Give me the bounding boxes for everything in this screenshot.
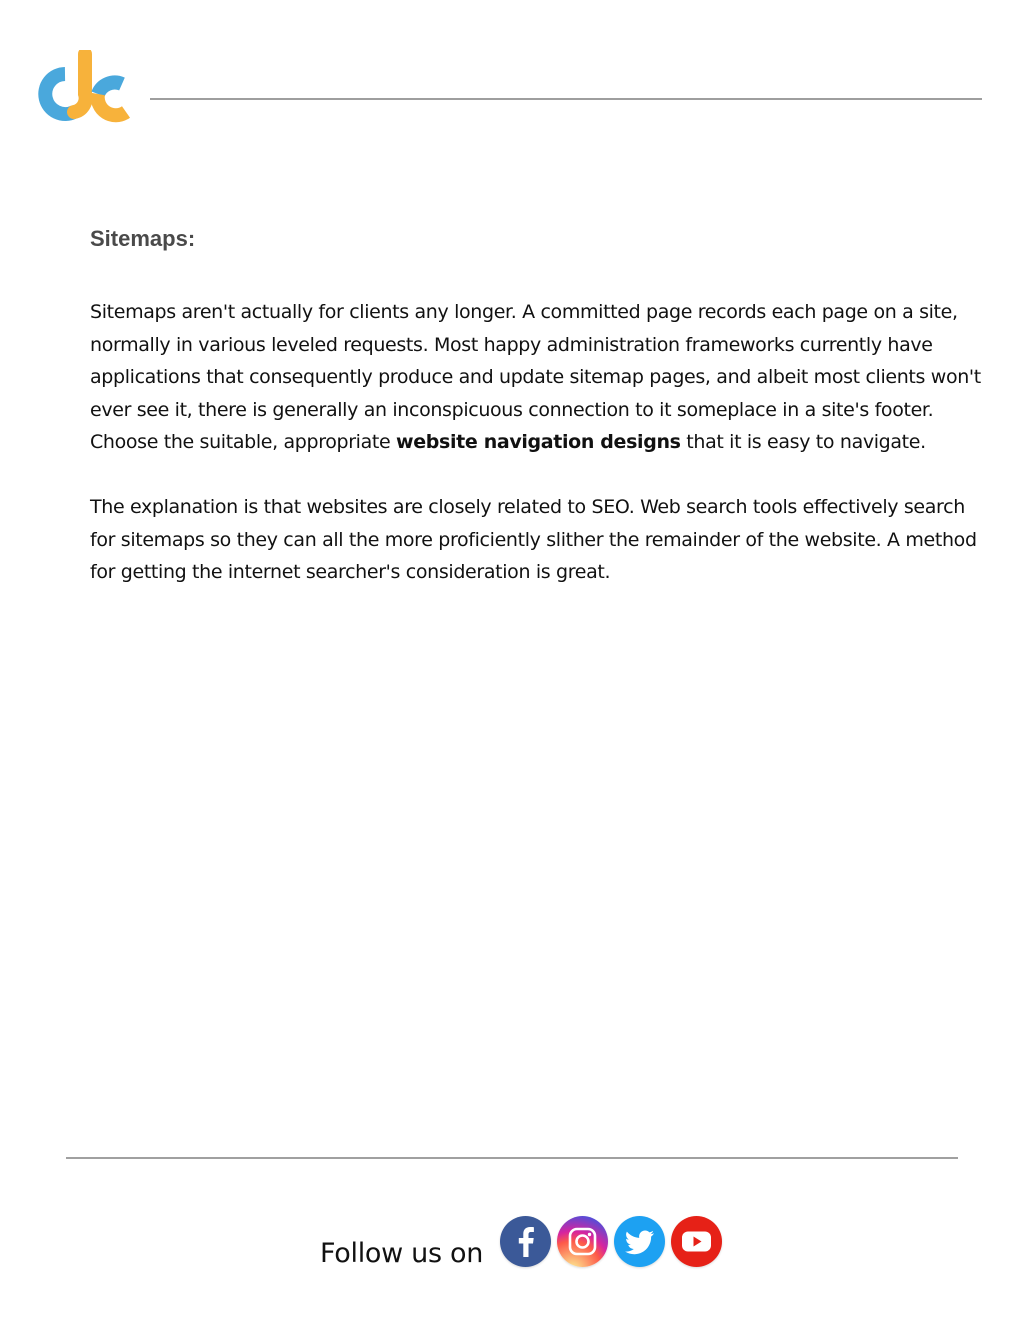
section-heading-colon: : [187, 226, 196, 251]
social-links [500, 1216, 722, 1267]
youtube-icon[interactable] [671, 1216, 722, 1267]
paragraph-text: that it is easy to navigate. [680, 431, 926, 454]
paragraph-text: Sitemaps aren't actually for clients any longer. A committed page records each page on a site, normally in various leveled requests. Most happy administration frameworks currently have applications that consequently produce and update sitemap pages, and albeit most clients won't ever see it, there is generally an inconspicuous connection to it someplace in a site's footer. Choose the suitable, appropriate [90, 301, 981, 454]
paragraph-seo: The explanation is that websites are closely related to SEO. Web search tools effectively search for sitemaps so they can all the more proficiently slither the remainder of the website. A method for getting the internet searcher's consideration is great. [90, 495, 977, 584]
section-heading [90, 222, 990, 256]
paragraph-sitemaps-intro [90, 296, 990, 459]
twitter-icon[interactable] [614, 1216, 665, 1267]
instagram-icon[interactable] [557, 1216, 608, 1267]
facebook-icon[interactable] [500, 1216, 551, 1267]
section-heading-title: Sitemaps [90, 226, 188, 251]
article-content [90, 222, 990, 621]
navigation-designs-link[interactable]: website navigation designs [396, 431, 681, 454]
header-divider [150, 98, 982, 100]
dc-logo [38, 50, 130, 126]
footer-divider [66, 1157, 958, 1159]
follow-us-label: Follow us on [320, 1238, 484, 1269]
